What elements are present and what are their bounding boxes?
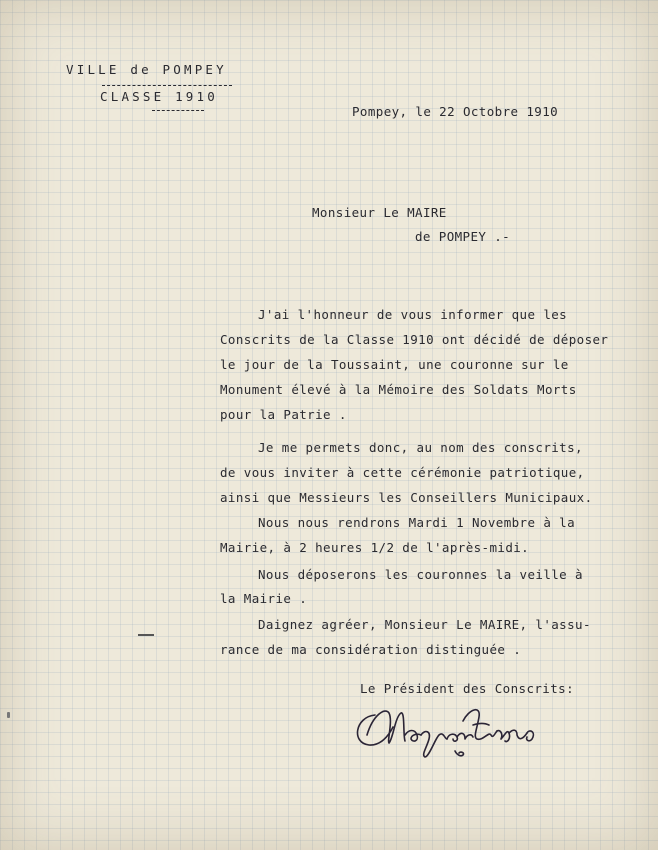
body-line-14: rance de ma considération distinguée . [220,642,522,657]
body-line-5: pour la Patrie . [220,407,347,422]
body-line-8: ainsi que Messieurs les Conseillers Municipaux. [220,490,593,505]
recipient-line-2: de POMPEY .- [415,229,511,244]
body-line-2: Conscrits de la Classe 1910 ont décidé de déposer [220,332,609,347]
letterhead-divider [102,85,232,86]
body-line-1: J'ai l'honneur de vous informer que les [258,307,568,322]
body-line-12: la Mairie . [220,591,308,606]
body-line-13: Daignez agréer, Monsieur Le MAIRE, l'assu- [258,617,591,632]
body-line-7: de vous inviter à cette cérémonie patriotique, [220,465,585,480]
stray-mark [138,634,154,636]
letterhead-underline [152,110,204,111]
hole-mark [7,712,10,718]
dateline: Pompey, le 22 Octobre 1910 [352,104,559,119]
signature [345,695,545,775]
body-line-3: le jour de la Toussaint, une couronne sur le [220,357,569,372]
recipient-line-1: Monsieur Le MAIRE [312,205,447,220]
letterhead-town: VILLE de POMPEY [66,62,227,77]
body-line-9: Nous nous rendrons Mardi 1 Novembre à la [258,515,576,530]
body-line-4: Monument élevé à la Mémoire des Soldats Morts [220,382,577,397]
body-line-6: Je me permets donc, au nom des conscrits, [258,440,583,455]
body-line-11: Nous déposerons les couronnes la veille à [258,567,583,582]
body-line-10: Mairie, à 2 heures 1/2 de l'après-midi. [220,540,530,555]
letterhead-class: CLASSE 1910 [100,89,218,104]
closing-title: Le Président des Conscrits: [360,681,574,696]
